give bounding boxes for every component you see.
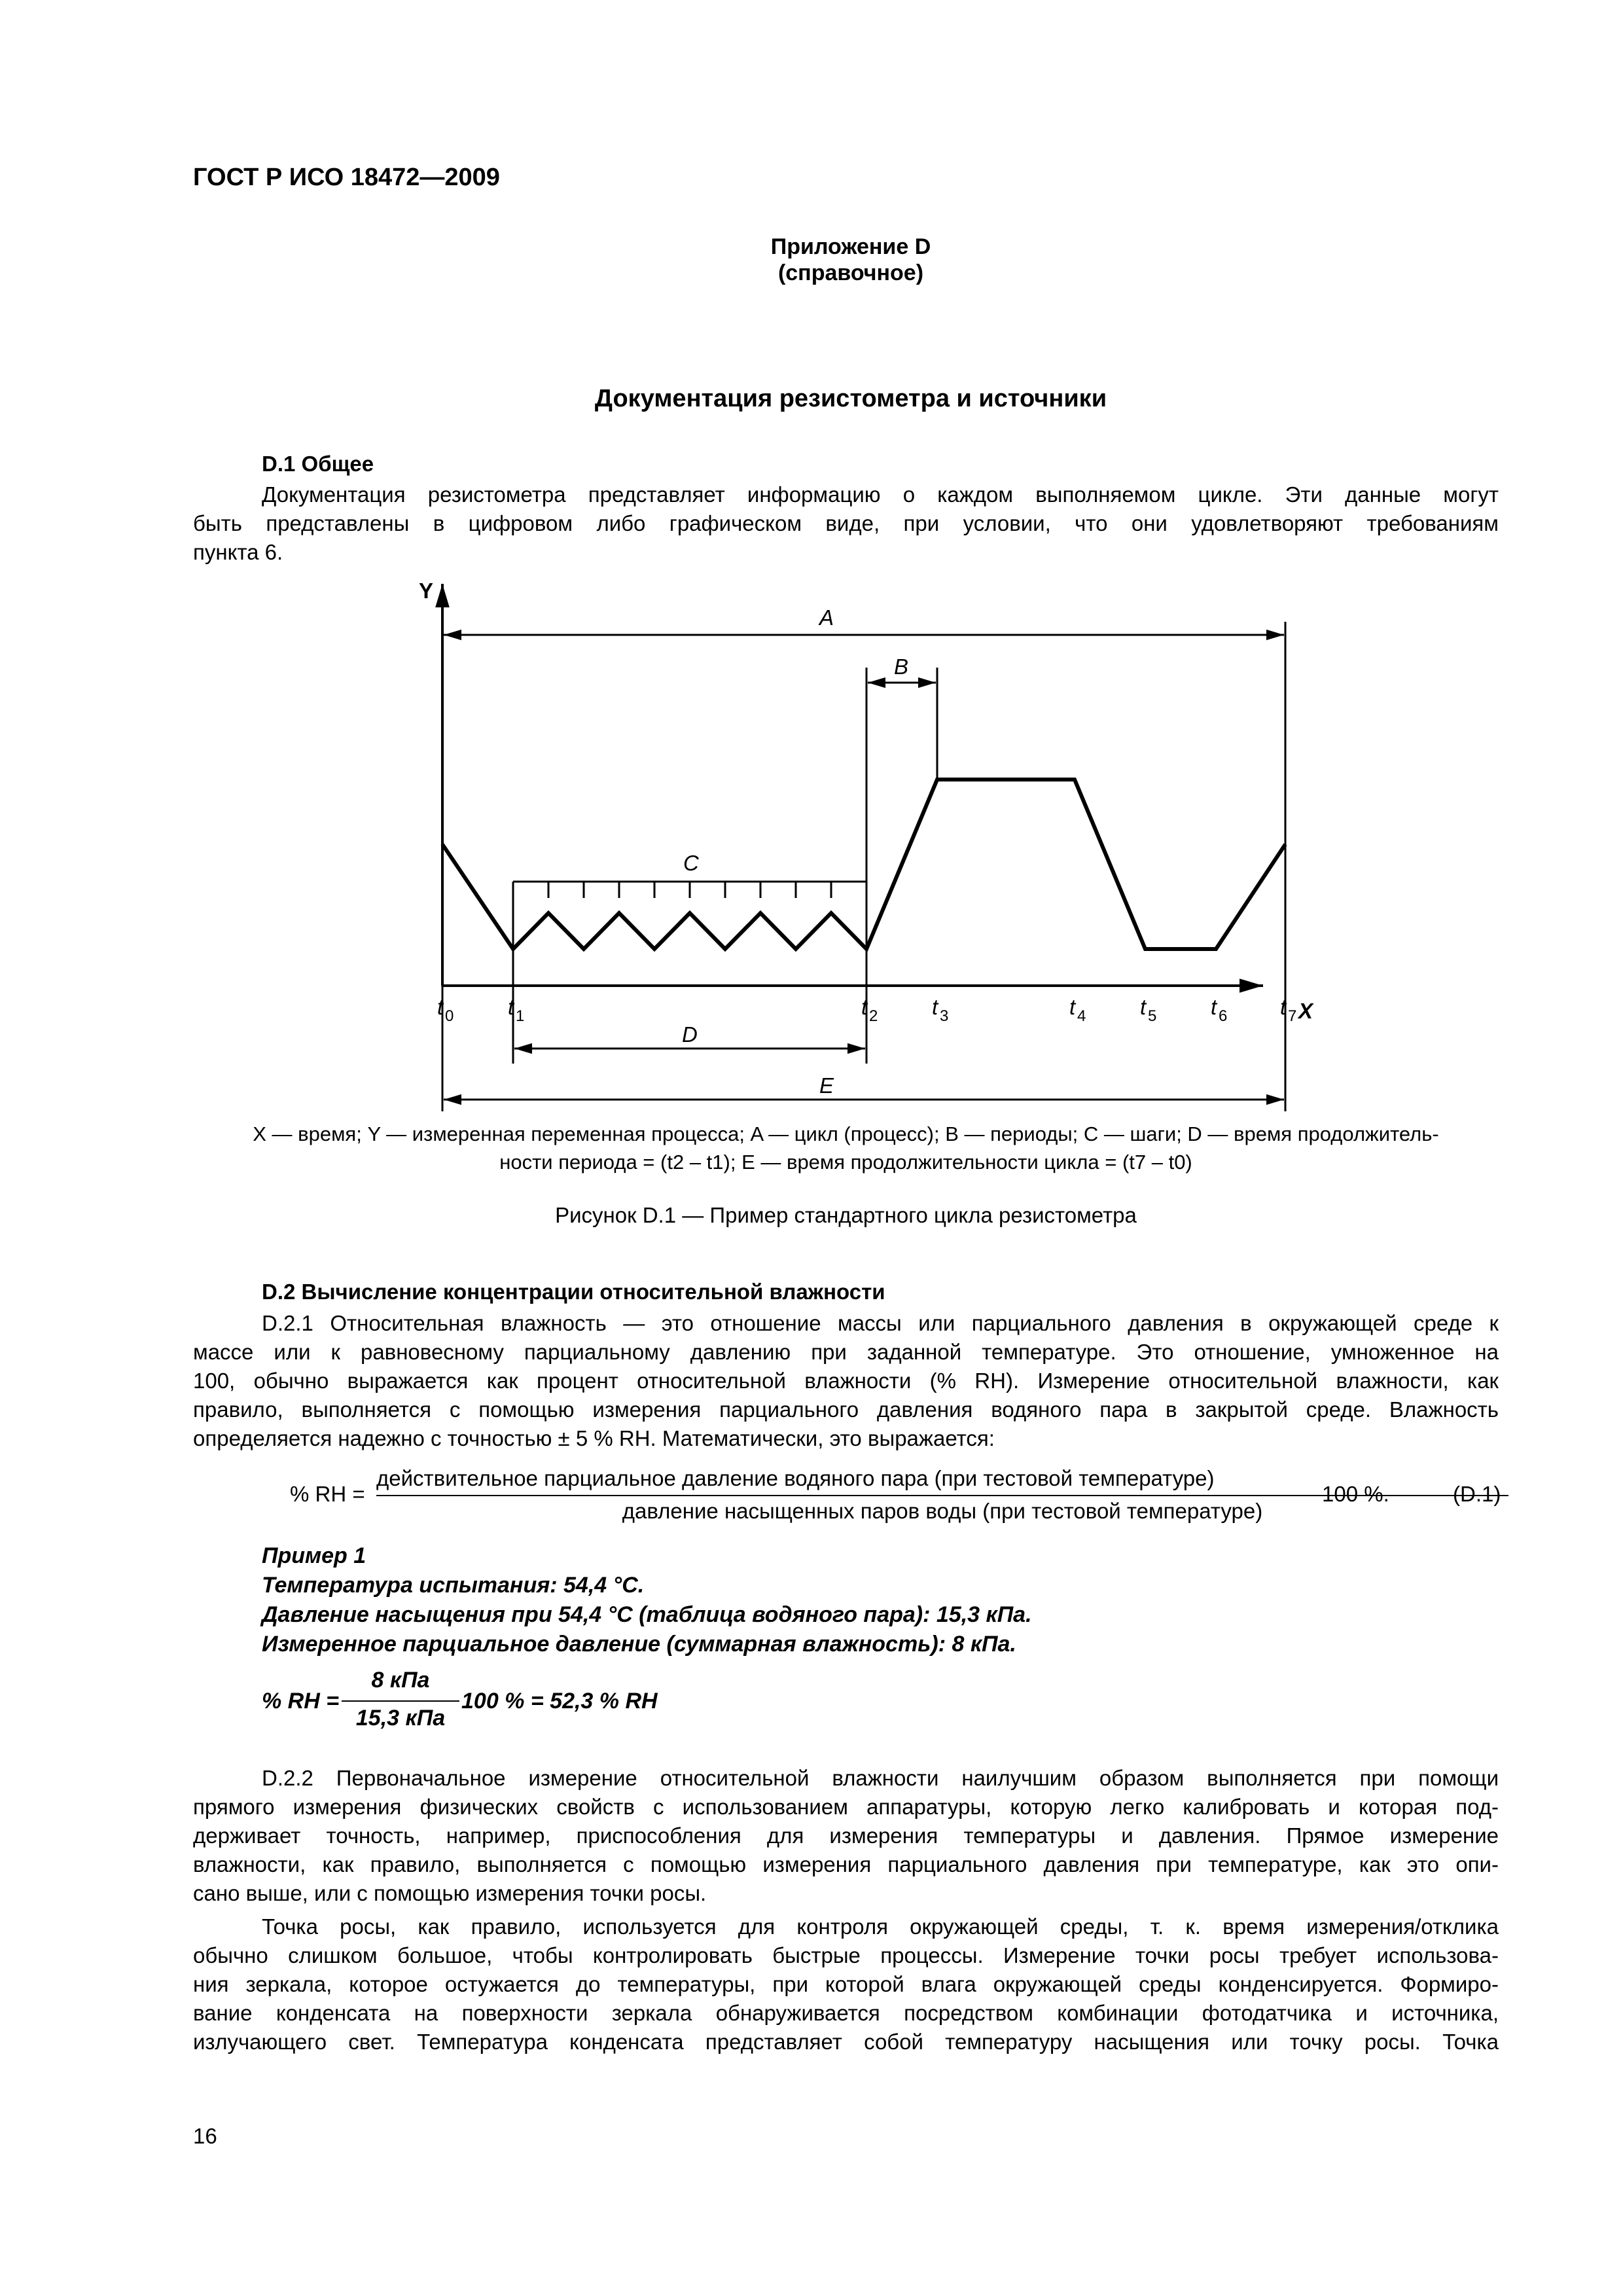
svg-text:t: t bbox=[1140, 995, 1147, 1019]
svg-text:2: 2 bbox=[869, 1007, 878, 1025]
example-line: Измеренное парциальное давление (суммарная влажность): 8 кПа. bbox=[262, 1632, 1016, 1657]
process-curve bbox=[442, 780, 1285, 949]
tick-t6 bbox=[1211, 995, 1227, 1025]
example-formula-result: 100 % = 52,3 % RH bbox=[461, 1689, 658, 1713]
formula-denominator: давление насыщенных паров воды (при тестовой температуре) bbox=[622, 1499, 1263, 1523]
tick-t7 bbox=[1280, 995, 1296, 1025]
svg-text:7: 7 bbox=[1288, 1007, 1297, 1025]
axis-y-label: Y bbox=[419, 579, 434, 603]
label-C: C bbox=[683, 851, 699, 875]
example-fraction-bar bbox=[342, 1700, 459, 1702]
text-line: держивает точность, например, приспособления для измерения температуры и давления. Прямое измерение bbox=[193, 1823, 1499, 1848]
text-line: сано выше, или с помощью измерения точки росы. bbox=[193, 1881, 707, 1905]
formula-d1 bbox=[193, 1466, 1499, 1532]
tick-t5 bbox=[1140, 995, 1156, 1025]
label-E: E bbox=[819, 1073, 834, 1098]
svg-text:0: 0 bbox=[445, 1007, 454, 1025]
page-number: 16 bbox=[193, 2124, 217, 2148]
formula-numerator: действительное парциальное давление водяного пара (при тестовой температуре) bbox=[376, 1466, 1215, 1490]
axis-x-label: X bbox=[1298, 999, 1313, 1023]
annex-title: Приложение D bbox=[770, 234, 931, 259]
svg-text:t: t bbox=[1211, 995, 1217, 1019]
text-line: массе или к равновесному парциальному давлению при заданной температуре. Это отношение, умноженное на bbox=[193, 1340, 1499, 1364]
text-line: правило, выполняется с помощью измерения парциального давления водяного пара в закрытой среде. Влажность bbox=[193, 1397, 1499, 1422]
text-line: обычно слишком большое, чтобы контролировать быстрые процессы. Измерение точки росы требует использова- bbox=[193, 1943, 1499, 1967]
text-line: Документация резистометра представляет информацию о каждом выполняемом цикле. Эти данные могут bbox=[262, 482, 1499, 507]
formula-tail: 100 %. bbox=[1322, 1482, 1389, 1506]
resistometer-cycle-figure bbox=[393, 569, 1313, 1106]
example-formula-numerator: 8 кПа bbox=[371, 1668, 430, 1693]
svg-text:t: t bbox=[508, 995, 514, 1019]
svg-text:t: t bbox=[1280, 995, 1287, 1019]
svg-text:1: 1 bbox=[516, 1007, 525, 1025]
tick-t2 bbox=[861, 995, 878, 1025]
figure-caption: Рисунок D.1 — Пример стандартного цикла резистометра bbox=[555, 1203, 1137, 1227]
example-formula bbox=[262, 1668, 785, 1740]
example-formula-denominator: 15,3 кПа bbox=[355, 1706, 446, 1731]
formula-lhs: % RH = bbox=[290, 1482, 365, 1506]
example-block bbox=[262, 1541, 1032, 1659]
formula-number: (D.1) bbox=[1453, 1482, 1501, 1506]
text-line: пункта 6. bbox=[193, 540, 283, 564]
example-formula-lhs: % RH = bbox=[262, 1689, 340, 1713]
section-d2-heading: D.2 Вычисление концентрации относительной влажности bbox=[262, 1280, 885, 1304]
text-line: прямого измерения физических свойств с использованием аппаратуры, которую легко калибровать и которая под- bbox=[193, 1795, 1499, 1819]
svg-text:4: 4 bbox=[1077, 1007, 1086, 1025]
label-A: A bbox=[819, 605, 834, 630]
text-line: D.2.2 Первоначальное измерение относительной влажности наилучшим образом выполняется при помощи bbox=[262, 1766, 1499, 1790]
example-line: Температура испытания: 54,4 °C. bbox=[262, 1573, 645, 1598]
section-d1-heading: D.1 Общее bbox=[262, 452, 374, 476]
section-d1-paragraph bbox=[193, 480, 1499, 567]
tick-t3 bbox=[932, 995, 948, 1025]
svg-text:3: 3 bbox=[940, 1007, 949, 1025]
text-line: излучающего свет. Температура конденсата представляет собой температуру насыщения или точку росы. Точка bbox=[193, 2030, 1499, 2054]
svg-text:6: 6 bbox=[1219, 1007, 1228, 1025]
text-line: вание конденсата на поверхности зеркала обнаруживается посредством комбинации фотодатчика и источника, bbox=[193, 2001, 1499, 2025]
svg-text:t: t bbox=[1069, 995, 1076, 1019]
tick-t0 bbox=[437, 995, 454, 1025]
figure-legend-line1: X — время; Y — измеренная переменная процесса; A — цикл (процесс); B — периоды; C — шаги; D — время продолжитель- bbox=[253, 1122, 1439, 1145]
example-line: Давление насыщения при 54,4 °C (таблица водяного пара): 15,3 кПа. bbox=[262, 1602, 1032, 1627]
document-title: Документация резистометра и источники bbox=[594, 385, 1107, 412]
label-B: B bbox=[894, 655, 909, 679]
tick-t4 bbox=[1069, 995, 1086, 1025]
svg-text:t: t bbox=[932, 995, 938, 1019]
section-d2-2-paragraph bbox=[193, 1764, 1499, 1908]
svg-text:5: 5 bbox=[1148, 1007, 1157, 1025]
text-line: D.2.1 Относительная влажность — это отношение массы или парциального давления в окружающей среде к bbox=[262, 1311, 1499, 1335]
text-line: 100, обычно выражается как процент относительной влажности (% RH). Измерение относительной влажности, как bbox=[193, 1369, 1499, 1393]
svg-text:t: t bbox=[861, 995, 868, 1019]
text-line: быть представлены в цифровом либо графическом виде, при условии, что они удовлетворяют требованиям bbox=[193, 511, 1499, 535]
text-line: Точка росы, как правило, используется для контроля окружающей среды, т. к. время измерения/отклика bbox=[262, 1914, 1499, 1939]
tick-t1 bbox=[508, 995, 524, 1025]
dew-point-paragraph bbox=[193, 1912, 1499, 2056]
figure-legend-line2: ности периода = (t2 – t1); E — время продолжительности цикла = (t7 – t0) bbox=[499, 1151, 1192, 1174]
text-line: влажности, как правило, выполняется с помощью измерения парциального давления при температуре, как это опи- bbox=[193, 1852, 1499, 1876]
text-line: ния зеркала, которое остужается до температуры, при которой влага окружающей среды конденсируется. Формиро- bbox=[193, 1972, 1499, 1996]
text-line: определяется надежно с точностью ± 5 % RH. Математически, это выражается: bbox=[193, 1426, 995, 1450]
annex-subtitle: (справочное) bbox=[777, 260, 924, 285]
svg-text:t: t bbox=[437, 995, 444, 1019]
section-d2-1-paragraph bbox=[193, 1309, 1499, 1453]
label-D: D bbox=[682, 1022, 698, 1047]
standard-header: ГОСТ Р ИСО 18472—2009 bbox=[193, 164, 500, 191]
example-title: Пример 1 bbox=[262, 1543, 366, 1568]
